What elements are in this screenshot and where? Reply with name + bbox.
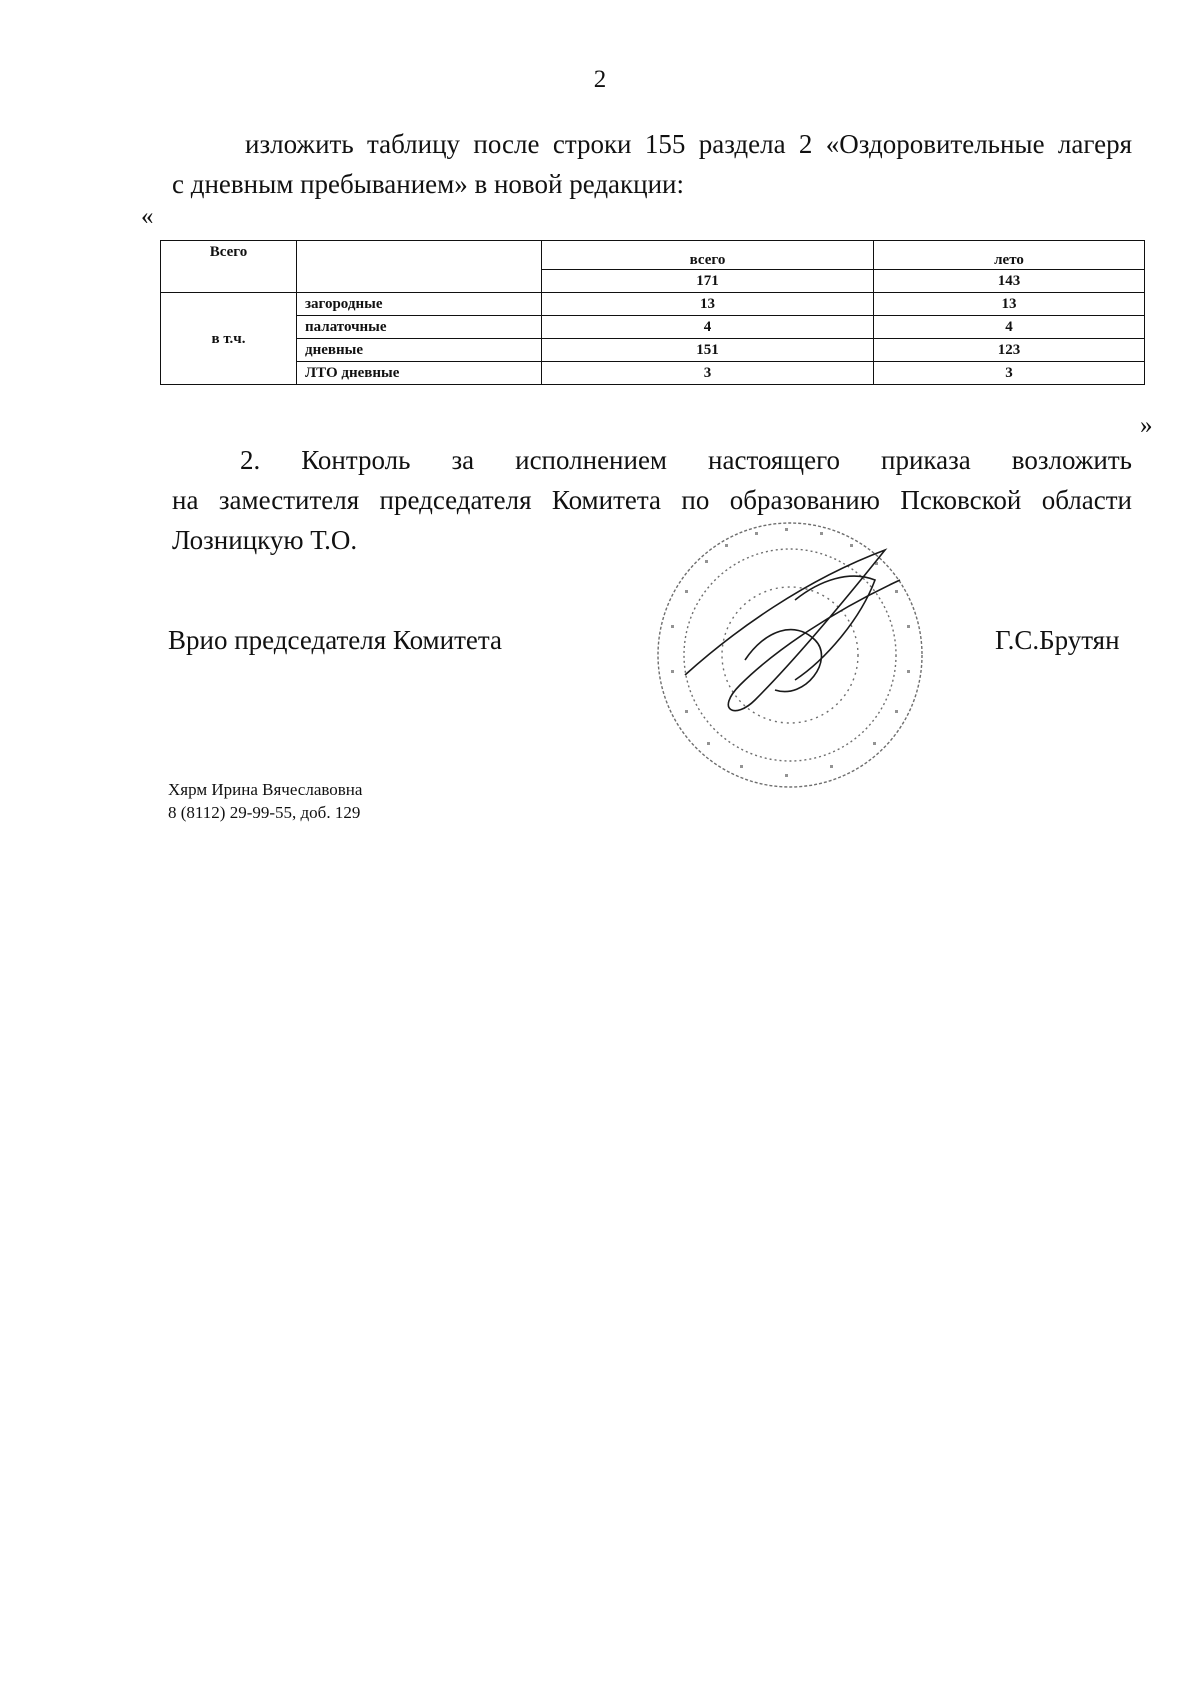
page-number: 2 xyxy=(593,66,607,93)
empty-header-cell xyxy=(297,241,542,293)
amendment-paragraph xyxy=(172,124,1132,204)
row-summer: 123 xyxy=(874,339,1145,362)
row-total: 151 xyxy=(542,339,874,362)
col-total-header: всего xyxy=(542,241,874,270)
row-summer: 3 xyxy=(874,362,1145,385)
signatory-role: Врио председателя Комитета xyxy=(168,625,502,655)
contact-name: Хярм Ирина Вячеславовна xyxy=(168,780,363,799)
contact-block xyxy=(168,778,362,824)
row-total: 4 xyxy=(542,316,874,339)
control-line-1: 2. Контроль за исполнением настоящего приказа возложить xyxy=(240,445,1132,475)
row-summer: 13 xyxy=(874,293,1145,316)
table-row xyxy=(161,293,1145,316)
amendment-line-1: изложить таблицу после строки 155 раздела 2 «Оздоровительные лагеря xyxy=(245,129,1132,159)
table-row xyxy=(161,362,1145,385)
row-total: 3 xyxy=(542,362,874,385)
row-total: 13 xyxy=(542,293,874,316)
summer-value-cell: 143 xyxy=(874,270,1145,293)
group-label-cell: в т.ч. xyxy=(161,293,297,385)
total-header-cell: Всего xyxy=(161,241,297,293)
contact-phone: 8 (8112) 29-99-55, доб. 129 xyxy=(168,803,361,822)
row-label: палаточные xyxy=(297,316,542,339)
table-row xyxy=(161,316,1145,339)
row-label: ЛТО дневные xyxy=(297,362,542,385)
closing-quote: » xyxy=(1140,412,1153,439)
amendment-line-2: с дневным пребыванием» в новой редакции: xyxy=(172,169,685,199)
col-summer-header: лето xyxy=(874,241,1145,270)
control-line-3: Лозницкую Т.О. xyxy=(172,525,358,555)
row-summer: 4 xyxy=(874,316,1145,339)
total-value-cell: 171 xyxy=(542,270,874,293)
camps-table xyxy=(160,240,1145,385)
opening-quote: « xyxy=(141,203,154,230)
official-seal-with-signature xyxy=(645,510,935,800)
row-label: дневные xyxy=(297,339,542,362)
table-row xyxy=(161,339,1145,362)
row-label: загородные xyxy=(297,293,542,316)
signatory-name: Г.С.Брутян xyxy=(995,625,1120,655)
control-line-2: на заместителя председателя Комитета по образованию Псковской области xyxy=(172,485,1132,515)
table-header-row xyxy=(161,241,1145,270)
